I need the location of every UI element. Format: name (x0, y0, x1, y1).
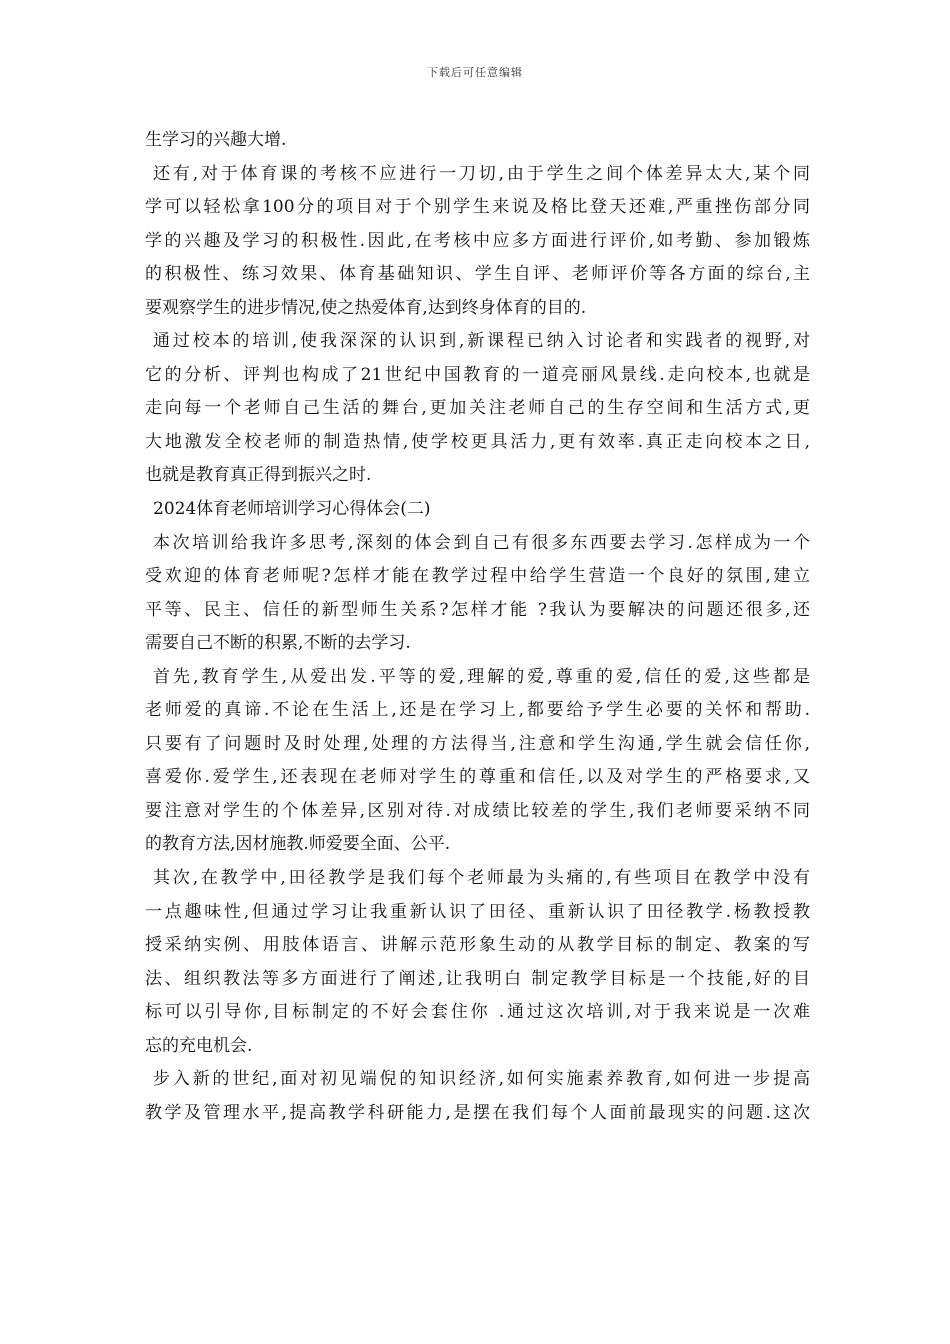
paragraph-line: 授采纳实例、用肢体语言、讲解示范形象生动的从教学目标的制定、教案的写 (145, 935, 810, 956)
paragraph-line: 走向每一个老师自己生活的舞台,更加关注老师自己的生存空间和生活方式,更 (145, 398, 810, 419)
paragraph-line: 通过校本的培训,使我深深的认识到,新课程已纳入讨论者和实践者的视野,对 (153, 331, 810, 352)
paragraph-line: 平等、民主、信任的新型师生关系?怎样才能 ?我认为要解决的问题还很多,还 (145, 599, 810, 620)
paragraph-line: 其次,在教学中,田径教学是我们每个老师最为头痛的,有些项目在教学中没有 (153, 868, 810, 889)
paragraph-line: 它的分析、评判也构成了21世纪中国教育的一道亮丽风景线.走向校本,也就是 (145, 364, 810, 385)
paragraph-line: 本次培训给我许多思考,深刻的体会到自己有很多东西要去学习.怎样成为一个 (153, 532, 810, 553)
page-header: 下载后可任意编辑 (427, 66, 523, 79)
paragraph-line: 要观察学生的进步情况,使之热爱体育,达到终身体育的目的. (145, 297, 587, 318)
paragraph-line: 受欢迎的体育老师呢?怎样才能在教学过程中给学生营造一个良好的氛围,建立 (145, 566, 810, 587)
document-body (145, 124, 810, 1130)
paragraph-line: 标可以引导你,目标制定的不好会套住你 .通过这次培训,对于我来说是一次难 (145, 1002, 810, 1023)
paragraph-line: 还有,对于体育课的考核不应进行一刀切,由于学生之间个体差异太大,某个同 (153, 163, 810, 184)
paragraph-line: 学的兴趣及学习的积极性.因此,在考核中应多方面进行评价,如考勤、参加锻炼 (145, 230, 810, 251)
paragraph-line: 学可以轻松拿100分的项目对于个别学生来说及格比登天还难,严重挫伤部分同 (145, 197, 810, 218)
paragraph-line: 步入新的世纪,面对初见端倪的知识经济,如何实施素养教育,如何进一步提高 (153, 1069, 810, 1090)
paragraph-line: 一点趣味性,但通过学习让我重新认识了田径、重新认识了田径教学.杨教授教 (145, 901, 810, 922)
paragraph-line: 的教育方法,因材施教.师爱要全面、公平. (145, 834, 451, 855)
paragraph-line: 2024体育老师培训学习心得体会(二) (153, 499, 431, 520)
paragraph-line: 需要自己不断的积累,不断的去学习. (145, 633, 411, 654)
paragraph-line: 喜爱你.爱学生,还表现在老师对学生的尊重和信任,以及对学生的严格要求,又 (145, 767, 810, 788)
paragraph-line: 教学及管理水平,提高教学科研能力,是摆在我们每个人面前最现实的问题.这次 (145, 1102, 810, 1123)
paragraph-line: 只要有了问题时及时处理,处理的方法得当,注意和学生沟通,学生就会信任你, (145, 733, 810, 754)
paragraph-line: 生学习的兴趣大增. (145, 130, 287, 150)
paragraph-line: 大地激发全校老师的制造热情,使学校更具活力,更有效率.真正走向校本之日, (145, 431, 810, 452)
paragraph-line: 也就是教育真正得到振兴之时. (145, 465, 372, 486)
paragraph-line: 要注意对学生的个体差异,区别对待.对成绩比较差的学生,我们老师要采纳不同 (145, 800, 810, 821)
paragraph-line: 忘的充电机会. (145, 1035, 253, 1056)
paragraph-line: 老师爱的真谛.不论在生活上,还是在学习上,都要给予学生必要的关怀和帮助. (145, 700, 810, 721)
paragraph-line: 的积极性、练习效果、体育基础知识、学生自评、老师评价等各方面的综台,主 (145, 264, 810, 285)
paragraph-line: 首先,教育学生,从爱出发.平等的爱,理解的爱,尊重的爱,信任的爱,这些都是 (153, 666, 810, 687)
paragraph-line: 法、组织教法等多方面进行了阐述,让我明白 制定教学目标是一个技能,好的目 (145, 968, 810, 989)
